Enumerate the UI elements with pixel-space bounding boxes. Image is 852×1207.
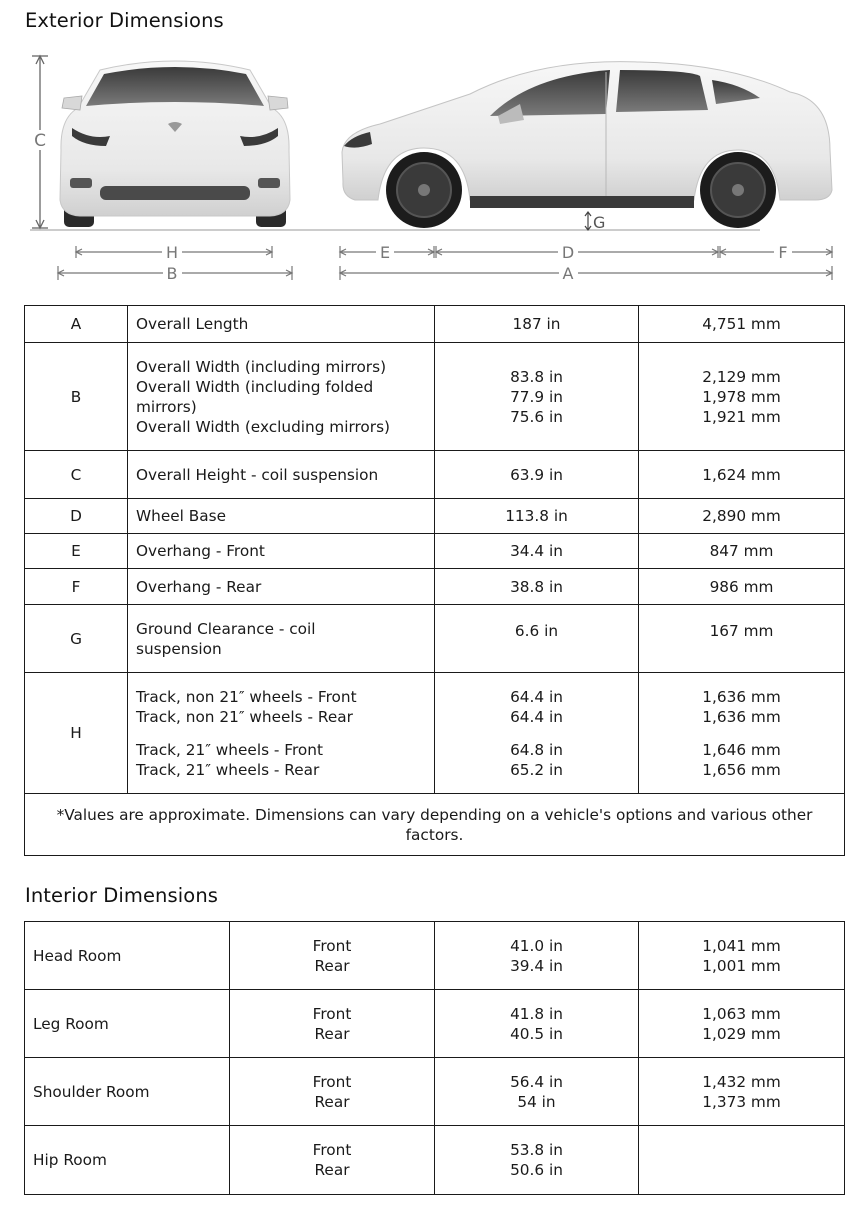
desc-line: Track, 21″ wheels - Rear (136, 760, 320, 779)
dimension-d (436, 246, 718, 258)
value-mm (639, 673, 845, 794)
value-line: 34.4 in (510, 542, 563, 560)
table-row (25, 605, 845, 673)
value-line: 38.8 in (510, 577, 563, 596)
value-line: 50.6 in (510, 1161, 563, 1179)
row-description (128, 451, 435, 499)
exterior-dimensions-title: Exterior Dimensions (25, 9, 224, 32)
value-line: 1,432 mm (702, 1072, 781, 1091)
table-row (25, 534, 845, 569)
front-view-car-image (60, 61, 290, 227)
desc-line: Overall Width (including mirrors) (136, 357, 387, 376)
row-description (128, 534, 435, 569)
row-label: Shoulder Room (25, 1058, 230, 1126)
approximate-values-note: *Values are approximate. Dimensions can vary depending on a vehicle's options and various other factors. (25, 794, 845, 856)
value-line: 847 mm (709, 542, 774, 560)
row-label: Head Room (25, 922, 230, 990)
value-line: 1,029 mm (702, 1024, 781, 1043)
value-line: 4,751 mm (702, 315, 781, 333)
value-line: 1,624 mm (702, 465, 781, 484)
row-code: B (25, 343, 128, 451)
value-line: 187 in (512, 315, 561, 333)
table-row (25, 1058, 845, 1126)
desc-line: Track, non 21″ wheels - Rear (136, 707, 353, 726)
value-line: 41.0 in (510, 936, 563, 955)
value-mm (639, 451, 845, 499)
exterior-dimensions-table (24, 305, 845, 856)
value-in (435, 673, 639, 794)
value-line: 2,890 mm (702, 507, 781, 525)
interior-dimensions-table (24, 921, 845, 1195)
desc-line: Overall Length (136, 315, 249, 333)
value-mm (639, 605, 845, 673)
value-line: 39.4 in (510, 956, 563, 975)
table-row (25, 343, 845, 451)
value-in (435, 343, 639, 451)
value-line: 65.2 in (510, 760, 563, 779)
row-positions (230, 1126, 435, 1195)
desc-line: Overall Height - coil suspension (136, 465, 379, 484)
exterior-dimensions-diagram (0, 40, 852, 290)
desc-line: Overall Width (including folded (136, 377, 374, 396)
position-line: Front (312, 1141, 352, 1159)
position-line: Front (312, 1004, 352, 1023)
row-description (128, 605, 435, 673)
value-in (435, 451, 639, 499)
value-line: 1,656 mm (702, 760, 781, 779)
desc-line: Track, 21″ wheels - Front (136, 740, 323, 759)
value-mm (639, 990, 845, 1058)
desc-line: Overall Width (excluding mirrors) (136, 417, 391, 436)
value-line: 167 mm (709, 622, 774, 640)
label-g: G (593, 213, 606, 232)
value-line: 1,373 mm (702, 1092, 781, 1111)
label-b: B (166, 264, 178, 283)
position-line: Rear (314, 1161, 350, 1179)
value-line: 41.8 in (510, 1004, 563, 1023)
row-description (128, 306, 435, 343)
row-description (128, 569, 435, 605)
row-code: E (25, 534, 128, 569)
table-row (25, 922, 845, 990)
position-line: Front (312, 936, 352, 955)
value-in (435, 990, 639, 1058)
row-description (128, 673, 435, 794)
desc-line: Track, non 21″ wheels - Front (136, 687, 357, 706)
value-mm (639, 343, 845, 451)
value-line: 54 in (517, 1092, 556, 1111)
row-label: Leg Room (25, 990, 230, 1058)
value-line: 1,636 mm (702, 687, 781, 706)
value-line: 77.9 in (510, 387, 563, 406)
value-in (435, 1126, 639, 1195)
value-line: 75.6 in (510, 407, 563, 426)
value-mm (639, 306, 845, 343)
interior-dimensions-title: Interior Dimensions (25, 884, 219, 907)
row-code: D (25, 499, 128, 534)
value-line: 63.9 in (510, 465, 563, 484)
value-mm (639, 534, 845, 569)
desc-line: suspension (136, 639, 222, 658)
table-row (25, 451, 845, 499)
value-in (435, 534, 639, 569)
value-line: 56.4 in (510, 1072, 563, 1091)
value-in (435, 499, 639, 534)
dimension-g (585, 212, 591, 230)
dimension-a (340, 266, 832, 280)
position-line: Rear (314, 1024, 350, 1043)
table-row (25, 499, 845, 534)
value-in (435, 306, 639, 343)
value-in (435, 605, 639, 673)
row-positions (230, 990, 435, 1058)
row-code: C (25, 451, 128, 499)
label-h: H (165, 243, 179, 262)
dimension-f (720, 246, 832, 258)
label-a: A (562, 264, 574, 283)
row-code: G (25, 605, 128, 673)
label-f: F (778, 243, 788, 262)
value-line: 1,921 mm (702, 407, 781, 426)
desc-line: Ground Clearance - coil (136, 619, 316, 638)
value-line: 986 mm (709, 577, 774, 596)
desc-line: Overhang - Rear (136, 577, 262, 596)
label-d: D (561, 243, 575, 262)
row-description (128, 343, 435, 451)
row-code: A (25, 306, 128, 343)
value-mm (639, 499, 845, 534)
value-line: 1,646 mm (702, 740, 781, 759)
value-line: 53.8 in (510, 1141, 563, 1159)
value-in (435, 1058, 639, 1126)
table-row (25, 794, 845, 856)
value-line: 1,636 mm (702, 707, 781, 726)
row-positions (230, 922, 435, 990)
value-line: 64.4 in (510, 707, 563, 726)
value-line: 6.6 in (514, 622, 559, 640)
value-mm (639, 569, 845, 605)
row-code: H (25, 673, 128, 794)
value-line: 64.4 in (510, 687, 563, 706)
value-line: 1,001 mm (702, 956, 781, 975)
desc-line: Wheel Base (136, 507, 227, 525)
row-label: Hip Room (25, 1126, 230, 1195)
table-row (25, 306, 845, 343)
value-line: 83.8 in (510, 367, 563, 386)
desc-line: mirrors) (136, 397, 197, 416)
label-e: E (379, 243, 391, 262)
value-mm (639, 922, 845, 990)
desc-line: Overhang - Front (136, 542, 265, 560)
value-line: 1,978 mm (702, 387, 781, 406)
position-line: Front (312, 1072, 352, 1091)
value-mm (639, 1058, 845, 1126)
table-row (25, 569, 845, 605)
value-line: 1,041 mm (702, 936, 781, 955)
row-code: F (25, 569, 128, 605)
value-in (435, 569, 639, 605)
table-row (25, 990, 845, 1058)
value-line: 40.5 in (510, 1024, 563, 1043)
value-mm (639, 1126, 845, 1195)
side-view-car-image (342, 62, 832, 228)
row-positions (230, 1058, 435, 1126)
table-row (25, 673, 845, 794)
value-line: 1,063 mm (702, 1004, 781, 1023)
label-c: C (34, 131, 46, 151)
position-line: Rear (314, 956, 350, 975)
value-line: 64.8 in (510, 740, 563, 759)
position-line: Rear (314, 1092, 350, 1111)
row-description (128, 499, 435, 534)
value-in (435, 922, 639, 990)
table-row (25, 1126, 845, 1195)
value-line: 113.8 in (505, 507, 568, 525)
value-line: 2,129 mm (702, 367, 781, 386)
